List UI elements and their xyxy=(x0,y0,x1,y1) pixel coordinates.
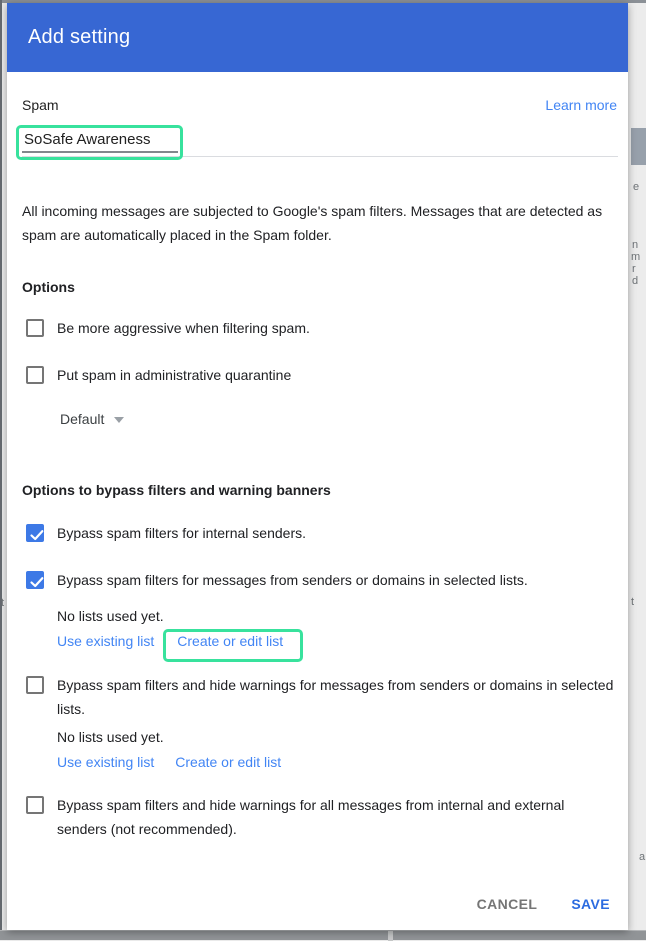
hide-warnings-lists-checkbox[interactable] xyxy=(26,676,44,694)
background-text-fragment: t xyxy=(1,597,5,609)
bypass-heading: Options to bypass filters and warning banners xyxy=(22,482,331,498)
option-bypass-internal xyxy=(26,524,306,545)
label-line: lists. xyxy=(57,701,85,717)
input-underline xyxy=(22,156,618,157)
aggressive-filtering-checkbox[interactable] xyxy=(26,319,44,337)
label-line: Bypass spam filters and hide warnings for messages from senders or domains in selected xyxy=(57,677,614,693)
dialog-title: Add setting xyxy=(28,26,131,48)
chevron-down-icon xyxy=(114,417,124,423)
bypass-internal-checkbox[interactable] xyxy=(26,524,44,542)
save-button[interactable]: SAVE xyxy=(571,896,610,912)
add-setting-dialog xyxy=(7,3,628,930)
no-lists-status: No lists used yet. xyxy=(57,729,164,745)
quarantine-level-dropdown[interactable] xyxy=(60,411,124,427)
description-line: spam are automatically placed in the Spam folder. xyxy=(22,227,332,243)
background-text-fragment: d xyxy=(632,275,639,287)
checkmark-icon xyxy=(28,526,46,544)
label-line: Bypass spam filters and hide warnings for all messages from internal and external xyxy=(57,797,565,813)
hide-warnings-all-checkbox[interactable] xyxy=(26,796,44,814)
admin-quarantine-label: Put spam in administrative quarantine xyxy=(57,367,292,383)
bypass-selected-lists-label: Bypass spam filters for messages from senders or domains in selected lists. xyxy=(57,572,528,588)
dialog-header xyxy=(7,3,628,72)
hide-warnings-lists-label xyxy=(57,673,613,721)
use-existing-list-link[interactable]: Use existing list xyxy=(57,633,155,649)
create-or-edit-list-link[interactable]: Create or edit list xyxy=(177,633,284,649)
option-hide-warnings-all xyxy=(26,796,564,841)
background-text-fragment: n xyxy=(632,239,639,251)
list-links xyxy=(57,754,281,770)
label-line: senders (not recommended). xyxy=(57,821,237,837)
description-line: All incoming messages are subjected to Google's spam filters. Messages that are detected as xyxy=(22,203,603,219)
dialog-footer xyxy=(477,896,610,912)
background-artifact xyxy=(631,128,646,165)
aggressive-filtering-label: Be more aggressive when filtering spam. xyxy=(57,320,310,336)
quarantine-level-value: Default xyxy=(60,411,105,427)
background-text-fragment: a xyxy=(639,851,646,863)
background-text-fragment: m xyxy=(631,251,641,263)
option-hide-warnings-lists xyxy=(26,676,613,721)
list-links xyxy=(57,633,283,649)
setting-type-label: Spam xyxy=(22,97,59,113)
checkmark-icon xyxy=(28,573,46,591)
background-bottom-strip xyxy=(0,930,646,940)
learn-more-link[interactable]: Learn more xyxy=(545,97,617,113)
option-admin-quarantine xyxy=(26,366,291,387)
setting-name-input[interactable]: SoSafe Awareness xyxy=(24,131,151,148)
option-bypass-selected-lists xyxy=(26,571,528,592)
option-aggressive-filtering xyxy=(26,319,310,340)
cancel-button[interactable]: CANCEL xyxy=(476,896,538,912)
options-heading: Options xyxy=(22,279,75,295)
bypass-internal-label: Bypass spam filters for internal senders. xyxy=(57,525,306,541)
bypass-selected-lists-checkbox[interactable] xyxy=(26,571,44,589)
background-text-fragment: r xyxy=(632,263,636,275)
background-text-fragment: e xyxy=(633,181,640,193)
spam-description xyxy=(22,199,602,247)
hide-warnings-all-label xyxy=(57,793,564,841)
create-or-edit-list-link[interactable]: Create or edit list xyxy=(175,754,282,770)
input-underline-active xyxy=(22,151,178,153)
use-existing-list-link[interactable]: Use existing list xyxy=(57,754,155,770)
admin-quarantine-checkbox[interactable] xyxy=(26,366,44,384)
background-left-edge xyxy=(0,0,5,940)
no-lists-status: No lists used yet. xyxy=(57,608,164,624)
background-text-fragment: t xyxy=(631,596,635,608)
